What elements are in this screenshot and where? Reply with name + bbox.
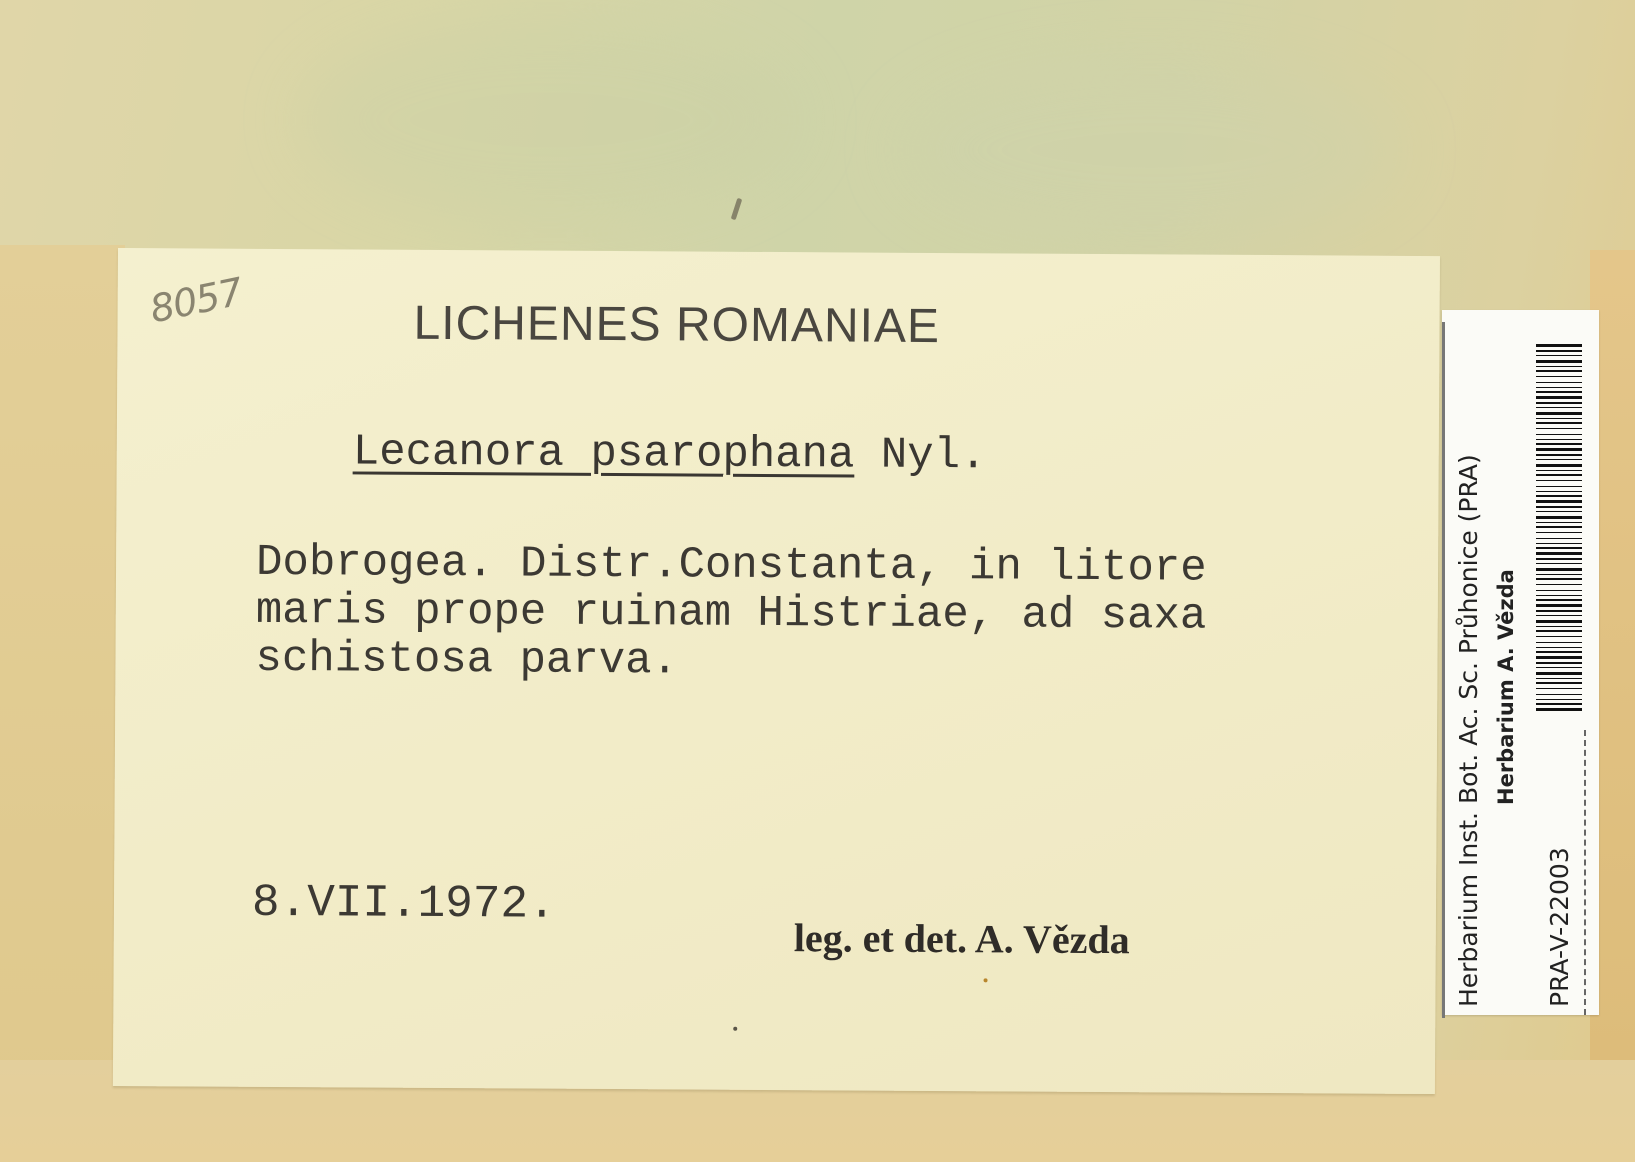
barcode	[1536, 344, 1582, 714]
locality-line: schistosa parva.	[255, 633, 679, 687]
paper-speck	[733, 1027, 737, 1031]
collector: leg. et det. A. Vězda	[793, 915, 1130, 963]
background-stain	[300, 20, 800, 220]
dashed-line	[1584, 730, 1586, 1015]
accession-number: PRA-V-22003	[1545, 847, 1574, 1007]
herbarium-sticker	[1442, 310, 1599, 1015]
locality-text	[255, 539, 1356, 690]
backing-paper-left	[0, 245, 125, 1162]
paper-speck	[984, 978, 988, 982]
pencil-number: 8057	[146, 269, 246, 332]
locality-line: Dobrogea. Distr.Constanta, in litore	[255, 537, 1207, 594]
collection-title: LICHENES ROMANIAE	[413, 296, 941, 354]
herbarium-text: Herbarium A. Vězda	[1494, 569, 1518, 805]
pencil-mark	[731, 198, 743, 220]
species-author: Nyl.	[880, 430, 987, 482]
species-name: Lecanora psarophana	[352, 427, 855, 481]
sticker-border	[1442, 322, 1445, 1018]
specimen-label	[113, 248, 1440, 1094]
background-stain	[900, 60, 1400, 240]
locality-line: maris prope ruinam Histriae, ad saxa	[255, 585, 1207, 642]
institution-text: Herbarium Inst. Bot. Ac. Sc. Průhonice (PRA)	[1454, 454, 1483, 1007]
species-line	[353, 427, 987, 481]
collection-date: 8.VII.1972.	[251, 876, 556, 931]
